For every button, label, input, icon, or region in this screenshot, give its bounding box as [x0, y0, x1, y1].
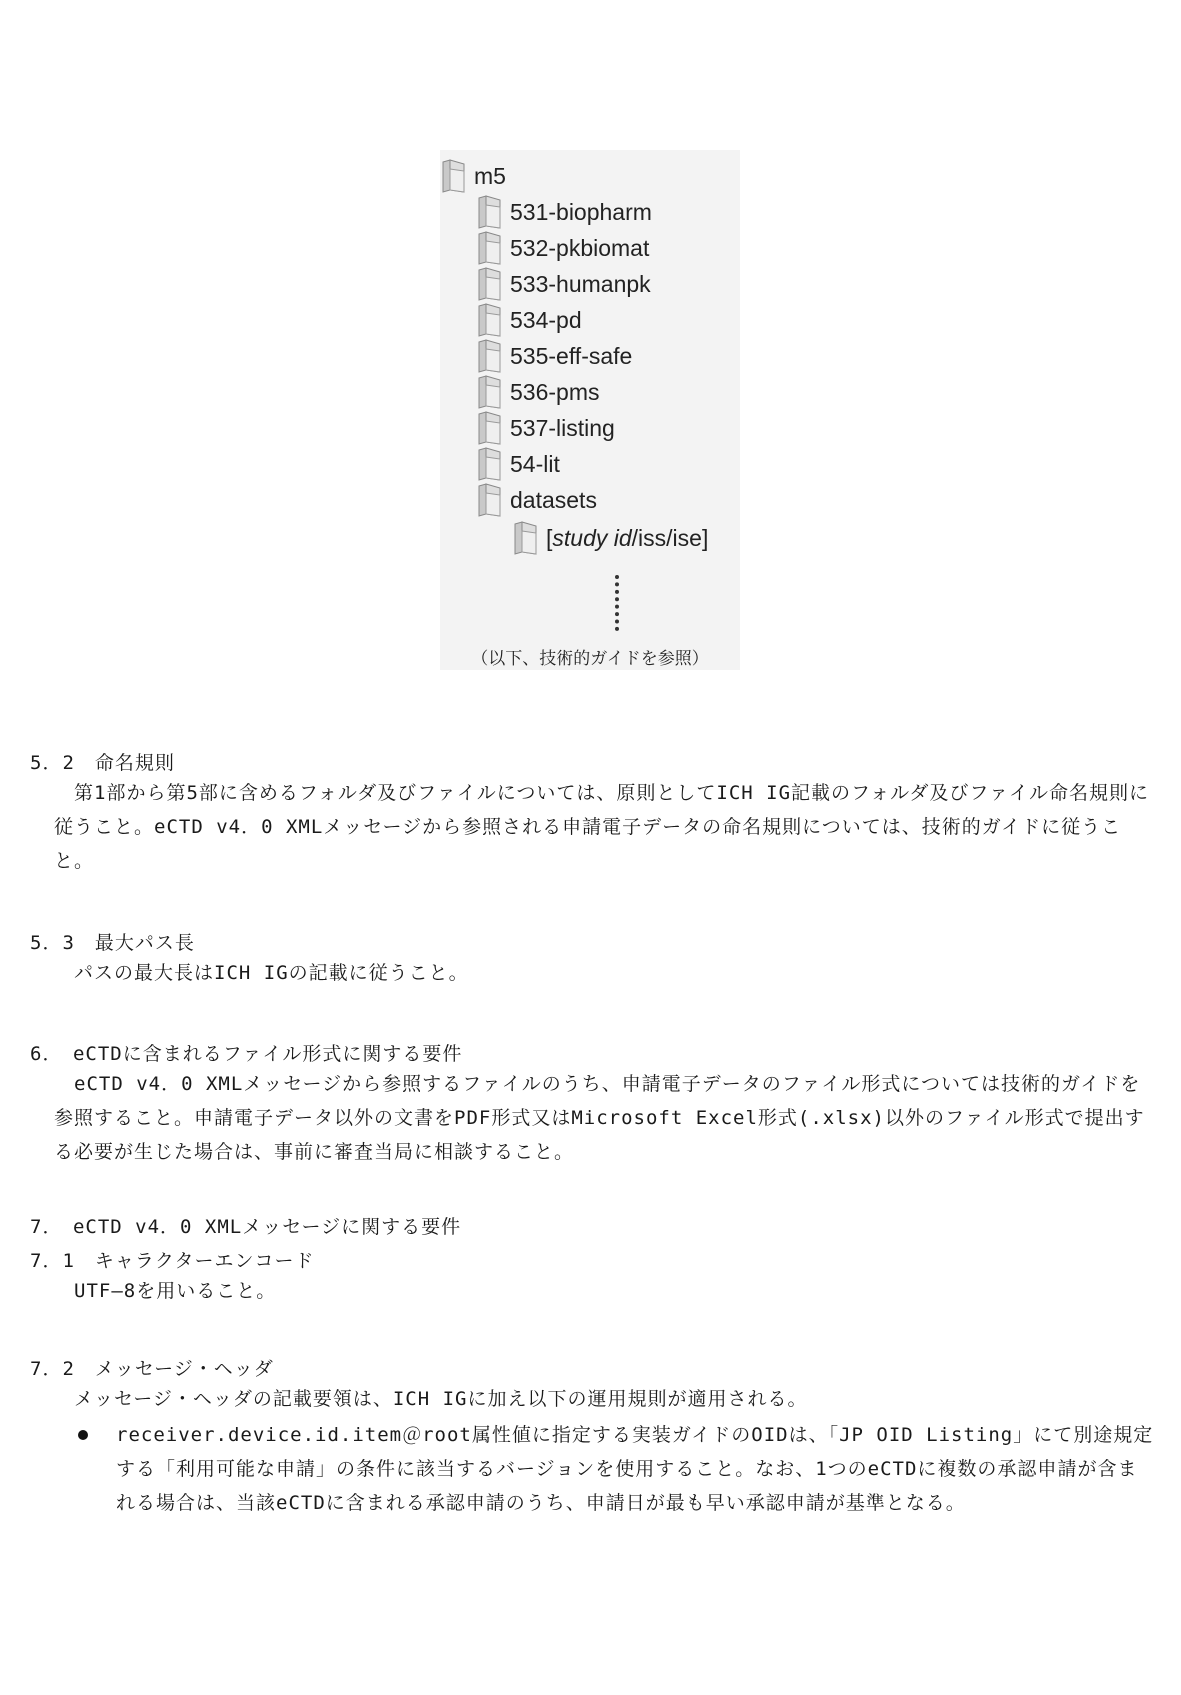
tree-label: 534-pd — [510, 306, 582, 333]
bullet-icon — [78, 1430, 88, 1440]
tree-item-535-eff-safe — [476, 336, 632, 376]
section-6-heading: 6． eCTDに含まれるファイル形式に関する要件 — [30, 1043, 463, 1065]
tree-item-study-id — [512, 518, 708, 558]
tree-label: m5 — [474, 162, 506, 189]
tree-item-532-pkbiomat — [476, 228, 649, 268]
section-5-2-body: 第1部から第5部に含めるフォルダ及びファイルについては、原則としてICH IG記載のフォルダ及びファイル命名規則に従うこと。eCTD v4．0 XMLメッセージから参照される申請電子データの命名規則については、技術的ガイドに従うこと。 — [54, 782, 1149, 872]
section-5-3-heading: 5．3 最大パス長 — [30, 932, 195, 954]
tree-label: 536-pms — [510, 378, 600, 405]
tree-label: 537-listing — [510, 414, 615, 441]
tree-item-533-humanpk — [476, 264, 651, 304]
folder-icon — [476, 231, 504, 265]
tree-label: 54-lit — [510, 450, 560, 477]
tree-item-54-lit — [476, 444, 560, 484]
section-7-2-body: メッセージ・ヘッダの記載要領は、ICH IGに加え以下の運用規則が適用される。 — [74, 1388, 808, 1410]
folder-icon — [512, 521, 540, 555]
tree-item-m5 — [440, 156, 506, 196]
tree-item-531-biopharm — [476, 192, 652, 232]
section-7-2-heading: 7．2 メッセージ・ヘッダ — [30, 1358, 274, 1380]
figure-note: （以下、技術的ガイドを参照） — [471, 649, 709, 669]
tree-label: datasets — [510, 486, 597, 513]
tree-label: 532-pkbiomat — [510, 234, 650, 261]
tree-label: 535-eff-safe — [510, 342, 633, 369]
folder-icon — [476, 483, 504, 517]
folder-icon — [476, 375, 504, 409]
section-5-3-body: パスの最大長はICH IGの記載に従うこと。 — [74, 962, 469, 984]
tree-item-536-pms — [476, 372, 599, 412]
section-7-1-heading: 7．1 キャラクターエンコード — [30, 1250, 315, 1272]
section-7-1-body: UTF―8を用いること。 — [74, 1280, 277, 1302]
folder-tree-figure — [440, 150, 740, 670]
section-7-heading: 7． eCTD v4．0 XMLメッセージに関する要件 — [30, 1216, 462, 1238]
bullet-text: receiver.device.id.item＠root属性値に指定する実装ガイドのOIDは、「JP OID Listing」にて別途規定する「利用可能な申請」の条件に該当するバージョンを使用すること。なお、1つのeCTDに複数の承認申請が含まれる場合は、当該eCTDに含まれる承認申請のうち、申請日が最も早い承認申請が基準となる。 — [116, 1424, 1154, 1514]
tree-label: 533-humanpk — [510, 270, 651, 297]
section-5-2-heading: 5．2 命名規則 — [30, 752, 175, 774]
vertical-ellipsis — [615, 575, 623, 631]
bullet-item — [78, 1418, 1154, 1520]
section-6-body: eCTD v4．0 XMLメッセージから参照するファイルのうち、申請電子データのファイル形式については技術的ガイドを参照すること。申請電子データ以外の文書をPDF形式又はMicrosoft Excel形式(.xlsx)以外のファイル形式で提出する必要が生じた場合は、事前に審査当局に相談すること。 — [54, 1073, 1145, 1163]
folder-icon — [440, 159, 468, 193]
tree-label-study-id: [study id/iss/ise] — [546, 524, 709, 551]
folder-icon — [476, 339, 504, 373]
folder-icon — [476, 267, 504, 301]
folder-icon — [476, 411, 504, 445]
folder-icon — [476, 195, 504, 229]
tree-item-534-pd — [476, 300, 582, 340]
tree-item-datasets — [476, 480, 597, 520]
tree-item-537-listing — [476, 408, 615, 448]
folder-icon — [476, 303, 504, 337]
tree-label: 531-biopharm — [510, 198, 652, 225]
folder-icon — [476, 447, 504, 481]
